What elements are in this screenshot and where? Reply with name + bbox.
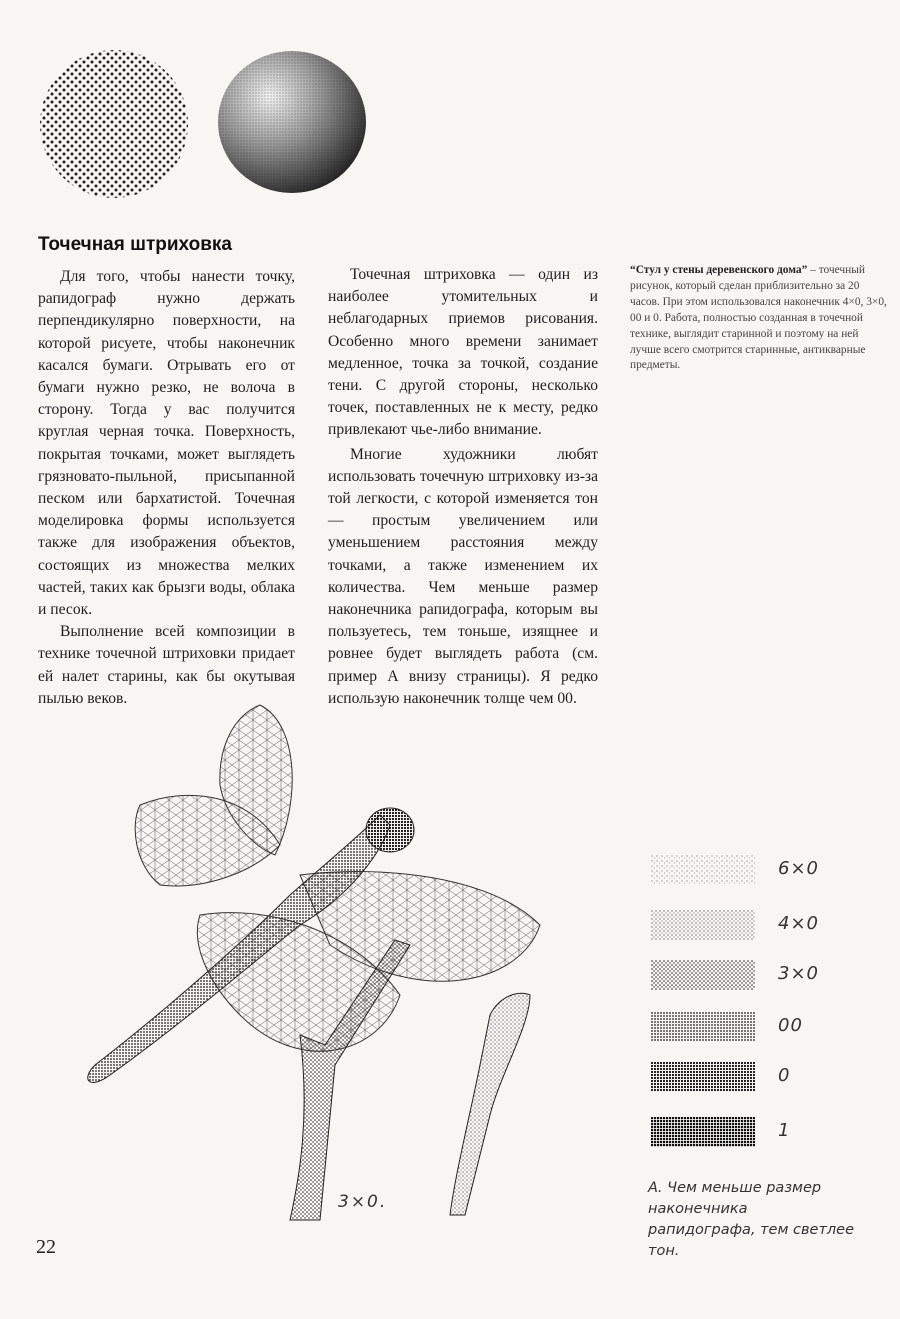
paragraph: Многие художники любят использовать точечную штриховку из-за той легкости, с которой изменяется тон — простым увеличением или уменьшением расстояния между точками, а также изменением их количества. Чем меньше размер наконечника рапидографа, которым вы пользуетесь, тем тоньше, изящнее и ровнее будет выглядеть работа (см. пример А внизу страницы). Я редко использую наконечник толще чем 00. bbox=[328, 445, 598, 707]
paragraph: Для того, чтобы нанести точку, рапидограф нужно держать перпендикулярно поверхности, на которой рисуете, чтобы наконечник касался бумаги. Отрывать его от бумаги нужно резко, не волоча в сторону. Тогда у вас получится круглая черная точка. Поверхность, покрытая точками, может выглядеть грязновато-пыльной, присыпанной песком или бархатистой. Точечная моделировка формы используется также для изображения объектов, состоящих из множества мелких частей, таких как брызги воды, облака и песок. bbox=[38, 268, 295, 619]
caption-text: – точечный рисунок, который сделан приблизительно за 20 часов. При этом использовался наконечник 4×0, 3×0, 00 и 0. Работа, полностью созданная в точечной технике, выглядит старинной и поэтому на ней лучше всего смотрится старинные, антикварные предметы. bbox=[630, 264, 887, 372]
tone-swatch-label: 1 bbox=[778, 1120, 791, 1141]
tone-swatch-label: 6×0 bbox=[778, 858, 819, 879]
paragraph: Выполнение всей композиции в технике точечной штриховки придает ей налет старины, как бы окутывая пылью веков. bbox=[38, 623, 295, 707]
tone-swatch bbox=[651, 1012, 755, 1042]
section-title: Точечная штриховка bbox=[38, 234, 232, 255]
dragonfly-stipple-drawing bbox=[50, 695, 610, 1235]
tone-swatch bbox=[651, 855, 755, 885]
figure-caption bbox=[630, 263, 888, 374]
paragraph: Точечная штриховка — один из наиболее утомительных и неблагодарных приемов рисования. Особенно много времени занимает медленное, точка за точкой, создание тени. С другой стороны, несколько точек, поставленных не к месту, редко привлекают чье-либо внимание. bbox=[328, 266, 598, 439]
drawing-label: 3×0. bbox=[338, 1192, 388, 1212]
page-number: 22 bbox=[36, 1236, 56, 1258]
tone-swatch-label: 4×0 bbox=[778, 913, 819, 934]
caption-title: “Стул у стены деревенского дома” bbox=[630, 264, 808, 276]
tone-swatch bbox=[651, 910, 755, 940]
halftone-disc-illustration bbox=[38, 48, 190, 200]
tone-swatch-label: 0 bbox=[778, 1065, 791, 1086]
tone-swatch-label: 00 bbox=[778, 1015, 803, 1036]
tone-swatch bbox=[651, 1062, 755, 1092]
body-column-left bbox=[38, 266, 295, 710]
legend-note: А. Чем меньше размер наконечника рапидографа, тем светлее тон. bbox=[648, 1180, 855, 1259]
body-column-middle bbox=[328, 264, 598, 710]
tone-swatch-label: 3×0 bbox=[778, 963, 819, 984]
tone-swatch bbox=[651, 960, 755, 990]
stippled-sphere-illustration bbox=[216, 50, 368, 195]
tone-swatch bbox=[651, 1117, 755, 1147]
